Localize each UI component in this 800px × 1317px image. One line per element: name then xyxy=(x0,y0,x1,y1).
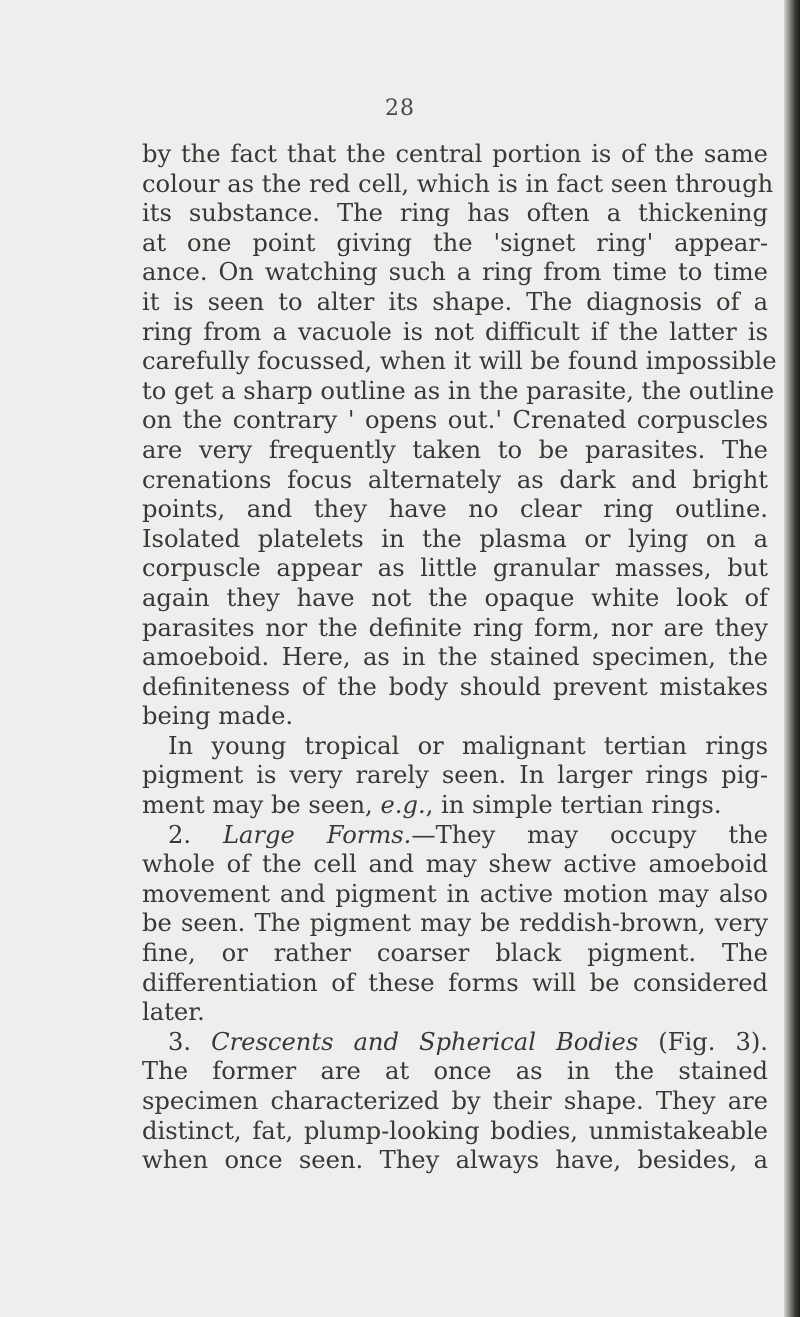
text-line: The former are at once as in the stained xyxy=(142,1057,768,1086)
book-spine-edge xyxy=(784,0,800,1317)
text-line: definiteness of the body should prevent mistakes xyxy=(142,672,768,701)
text-line: points, and they have no clear ring outline. xyxy=(142,495,768,524)
text-line: by the fact that the central portion is of the same xyxy=(142,140,768,168)
page-number: 28 xyxy=(385,96,415,121)
text-line: pigment is very rarely seen. In larger rings pig- xyxy=(142,761,768,790)
text-line: parasites nor the definite ring form, nor are they xyxy=(142,613,768,642)
italic-abbreviation: e.g. xyxy=(380,791,426,820)
text-line: carefully focussed, when it will be found impossible xyxy=(142,347,777,376)
section-heading: Crescents and Spherical Bodies xyxy=(211,1027,639,1056)
text-line xyxy=(142,791,768,821)
text-line: ance. On watching such a ring from time to time xyxy=(142,258,768,287)
figure-reference: (Fig. 3). xyxy=(658,1027,768,1056)
text-run: ment may be seen, xyxy=(142,791,373,820)
section-heading-line xyxy=(142,821,768,851)
text-line: colour as the red cell, which is in fact seen through xyxy=(142,169,774,198)
text-line: whole of the cell and may shew active amoeboid xyxy=(142,850,768,879)
text-line: it is seen to alter its shape. The diagnosis of a xyxy=(142,287,768,316)
text-line: crenations focus alternately as dark and bright xyxy=(142,465,768,494)
text-line: specimen characterized by their shape. They are xyxy=(142,1087,768,1115)
text-line: ring from a vacuole is not difficult if the latter is xyxy=(142,317,768,346)
body-text xyxy=(142,140,777,1176)
text-line: are very frequently taken to be parasites. The xyxy=(142,435,768,464)
text-run: —They may occupy the xyxy=(411,820,768,849)
text-line: being made. xyxy=(142,702,294,731)
section-heading-line xyxy=(142,1028,768,1058)
text-line: differentiation of these forms will be considered xyxy=(142,968,768,997)
text-line: movement and pigment in active motion may also xyxy=(142,879,768,908)
text-line: on the contrary ' opens out.' Crenated corpuscles xyxy=(142,406,768,435)
text-line: be seen. The pigment may be reddish-brown, very xyxy=(142,909,768,938)
text-line: amoeboid. Here, as in the stained specimen, the xyxy=(142,643,768,672)
text-line: at one point giving the 'signet ring' appear- xyxy=(142,228,768,257)
text-line: distinct, fat, plump-looking bodies, unmistakeable xyxy=(142,1116,768,1145)
text-run: , in simple tertian rings. xyxy=(425,791,722,820)
text-line: Isolated platelets in the plasma or lying on a xyxy=(142,524,768,553)
section-number: 2. xyxy=(168,820,192,849)
text-line: its substance. The ring has often a thickening xyxy=(142,199,768,228)
text-line: corpuscle appear as little granular masses, but xyxy=(142,554,768,583)
section-heading: Large Forms. xyxy=(223,820,412,849)
text-line: to get a sharp outline as in the parasite, the outline xyxy=(142,376,775,405)
text-line: In young tropical or malignant tertian rings xyxy=(168,731,768,760)
section-number: 3. xyxy=(168,1027,192,1056)
text-line: again they have not the opaque white look of xyxy=(142,583,768,612)
text-line: when once seen. They always have, besides, a xyxy=(142,1146,768,1175)
text-line: fine, or rather coarser black pigment. The xyxy=(142,939,768,968)
text-line: later. xyxy=(142,998,205,1027)
